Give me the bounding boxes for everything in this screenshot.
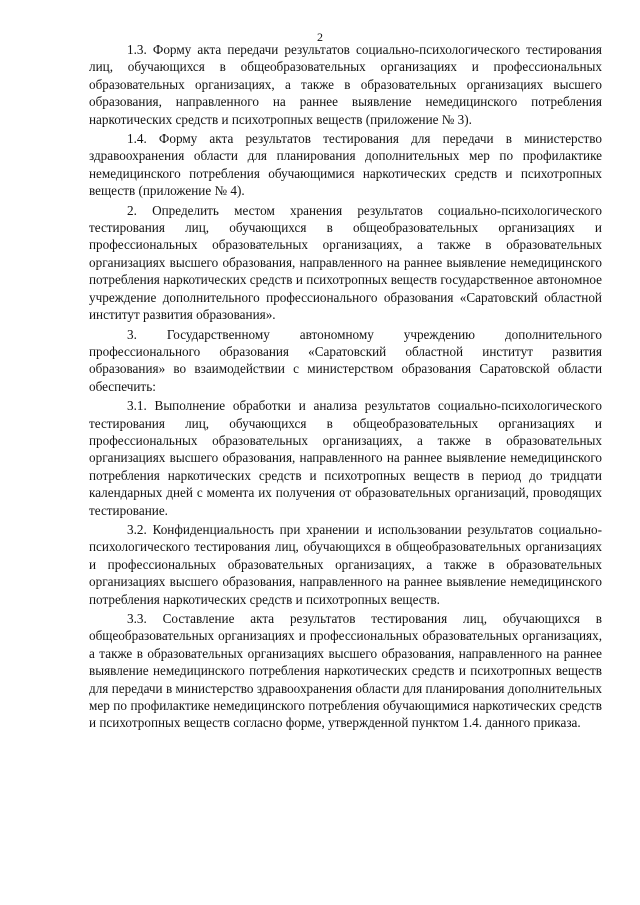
paragraph-3: 3. Государственному автономному учреждению дополнительного профессионального образования «Саратовский областной институт развития образования» во взаимодействии с министерством образования Саратовской области обеспечить:: [89, 326, 602, 394]
paragraph-2: 2. Определить местом хранения результатов социально-психологического тестирования лиц, обучающихся в общеобразовательных организациях и профессиональных образовательных организациях, а также в образовательных организациях высшего образования, направленного на раннее выявление немедицинского потребления наркотических средств и психотропных веществ государственное автономное учреждение дополнительного профессионального образования «Саратовский областной институт развития образования».: [89, 202, 602, 323]
document-body: [89, 41, 602, 734]
page-number: 2: [317, 30, 323, 44]
paragraph-3-1: 3.1. Выполнение обработки и анализа результатов социально-психологического тестирования лиц, обучающихся в общеобразовательных организациях и профессиональных образовательных организациях, а также в образовательных организациях высшего образования, направленного на раннее выявление немедицинского потребления наркотических средств и психотропных веществ в период до тридцати календарных дней с момента их получения от образовательных организаций, проводящих тестирование.: [89, 398, 602, 518]
paragraph-1-3: 1.3. Форму акта передачи результатов социально-психологического тестирования лиц, обучающихся в общеобразовательных организациях и профессиональных образовательных организациях, а также в образовательных организациях высшего образования, направленного на раннее выявление немедицинского потребления наркотических средств и психотропных веществ (приложение № 3).: [89, 42, 602, 127]
paragraph-3-3: 3.3. Составление акта результатов тестирования лиц, обучающихся в общеобразовательных организациях и профессиональных образовательных организациях, а также в образовательных организациях высшего образования, направленного на раннее выявление немедицинского потребления наркотических средств и психотропных веществ для передачи в министерство здравоохранения области для планирования дополнительных мер по профилактике немедицинского потребления обучающимися наркотических средств и психотропных веществ согласно форме, утвержденной пунктом 1.4. данного приказа.: [89, 611, 602, 731]
paragraph-3-2: 3.2. Конфиденциальность при хранении и использовании результатов социально-психологического тестирования лиц, обучающихся в общеобразовательных организациях и профессиональных образовательных организациях, а также в образовательных организациях высшего образования, направленного на раннее выявление немедицинского потребления наркотических средств и психотропных веществ.: [89, 521, 602, 607]
paragraph-1-4: 1.4. Форму акта результатов тестирования для передачи в министерство здравоохранения области для планирования дополнительных мер по профилактике немедицинского потребления обучающимися наркотических средств и психотропных веществ (приложение № 4).: [89, 131, 602, 199]
